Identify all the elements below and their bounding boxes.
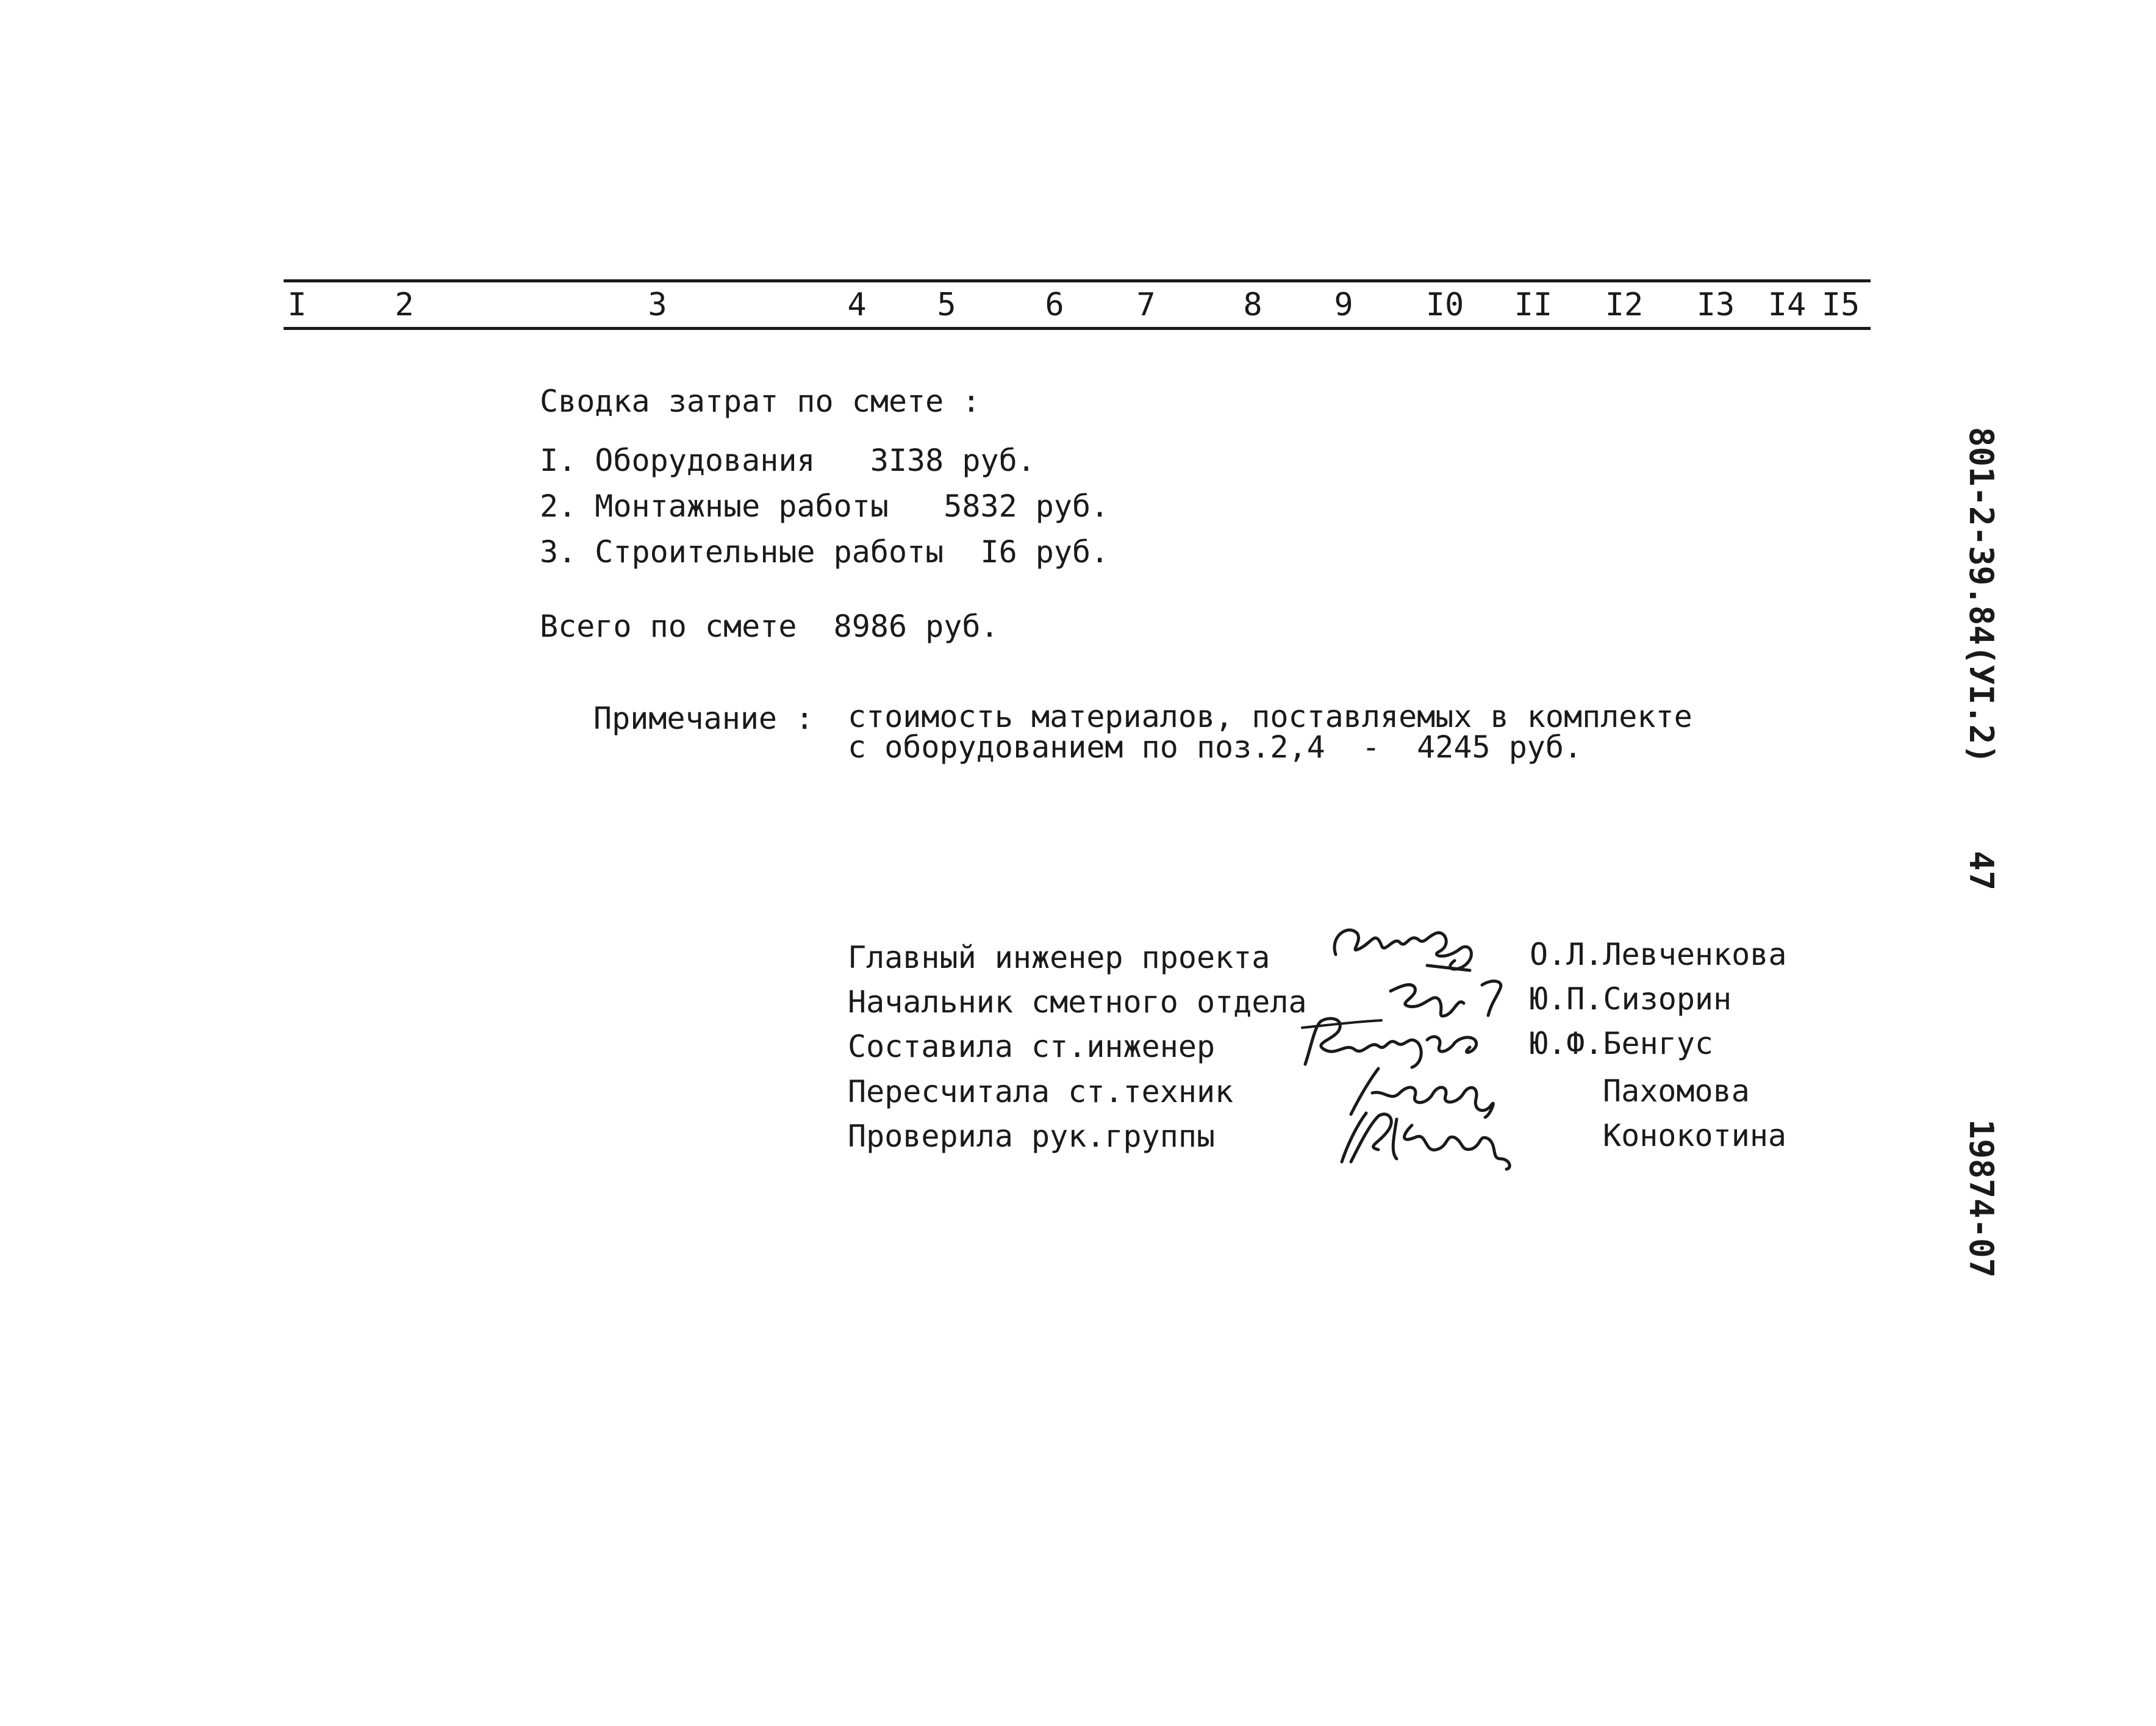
column-number: I bbox=[287, 287, 307, 323]
signatory-position: Начальник сметного отдела bbox=[848, 984, 1307, 1020]
column-number: I0 bbox=[1425, 287, 1464, 323]
summary-item-construction: 3. Строительные работы I6 руб. bbox=[540, 534, 1109, 570]
signatory-position: Пересчитала ст.техник bbox=[848, 1074, 1234, 1109]
signatory-name: О.Л.Левченкова bbox=[1530, 937, 1787, 972]
note-line-1: стоимость материалов, поставляемых в комплекте bbox=[848, 699, 1692, 734]
signatory-name: Пахомова bbox=[1603, 1073, 1750, 1109]
signatory-position: Проверила рук.группы bbox=[848, 1119, 1216, 1154]
summary-total: Всего по смете 8986 руб. bbox=[540, 609, 999, 644]
document-code: 801-2-39.84(УI.2) bbox=[1962, 427, 2000, 764]
signatory-name: Конокотина bbox=[1603, 1118, 1787, 1153]
column-number: I2 bbox=[1605, 287, 1644, 323]
column-number: 4 bbox=[847, 287, 867, 323]
column-number: 9 bbox=[1334, 287, 1353, 323]
column-number: 5 bbox=[937, 287, 956, 323]
column-number: 8 bbox=[1243, 287, 1262, 323]
header-bottom-rule bbox=[284, 327, 1871, 330]
summary-item-equipment: I. Оборудования 3I38 руб. bbox=[540, 443, 1036, 478]
summary-item-installation: 2. Монтажные работы 5832 руб. bbox=[540, 489, 1109, 524]
column-number: 7 bbox=[1136, 287, 1156, 323]
signatory-name: Ю.Ф.Бенгус bbox=[1530, 1026, 1714, 1061]
signatory-position: Главный инженер проекта bbox=[848, 940, 1270, 975]
column-number: 2 bbox=[395, 287, 414, 323]
column-number: 6 bbox=[1045, 287, 1064, 323]
summary-title: Сводка затрат по смете : bbox=[540, 384, 981, 419]
page-number: 47 bbox=[1962, 851, 2000, 891]
header-top-rule bbox=[284, 279, 1871, 282]
inventory-number: 19874-07 bbox=[1962, 1119, 2000, 1278]
column-number: I4 bbox=[1767, 287, 1807, 323]
column-number: I5 bbox=[1821, 287, 1860, 323]
note-line-2: с оборудованием по поз.2,4 - 4245 руб. bbox=[848, 729, 1583, 765]
column-number: II bbox=[1514, 287, 1553, 323]
column-number: I3 bbox=[1696, 287, 1735, 323]
column-number: 3 bbox=[648, 287, 667, 323]
signatory-name: Ю.П.Сизорин bbox=[1530, 981, 1732, 1017]
handwritten-signature bbox=[1330, 1101, 1525, 1174]
signatory-position: Составила ст.инженер bbox=[848, 1029, 1216, 1064]
note-label: Примечание : bbox=[593, 701, 814, 736]
